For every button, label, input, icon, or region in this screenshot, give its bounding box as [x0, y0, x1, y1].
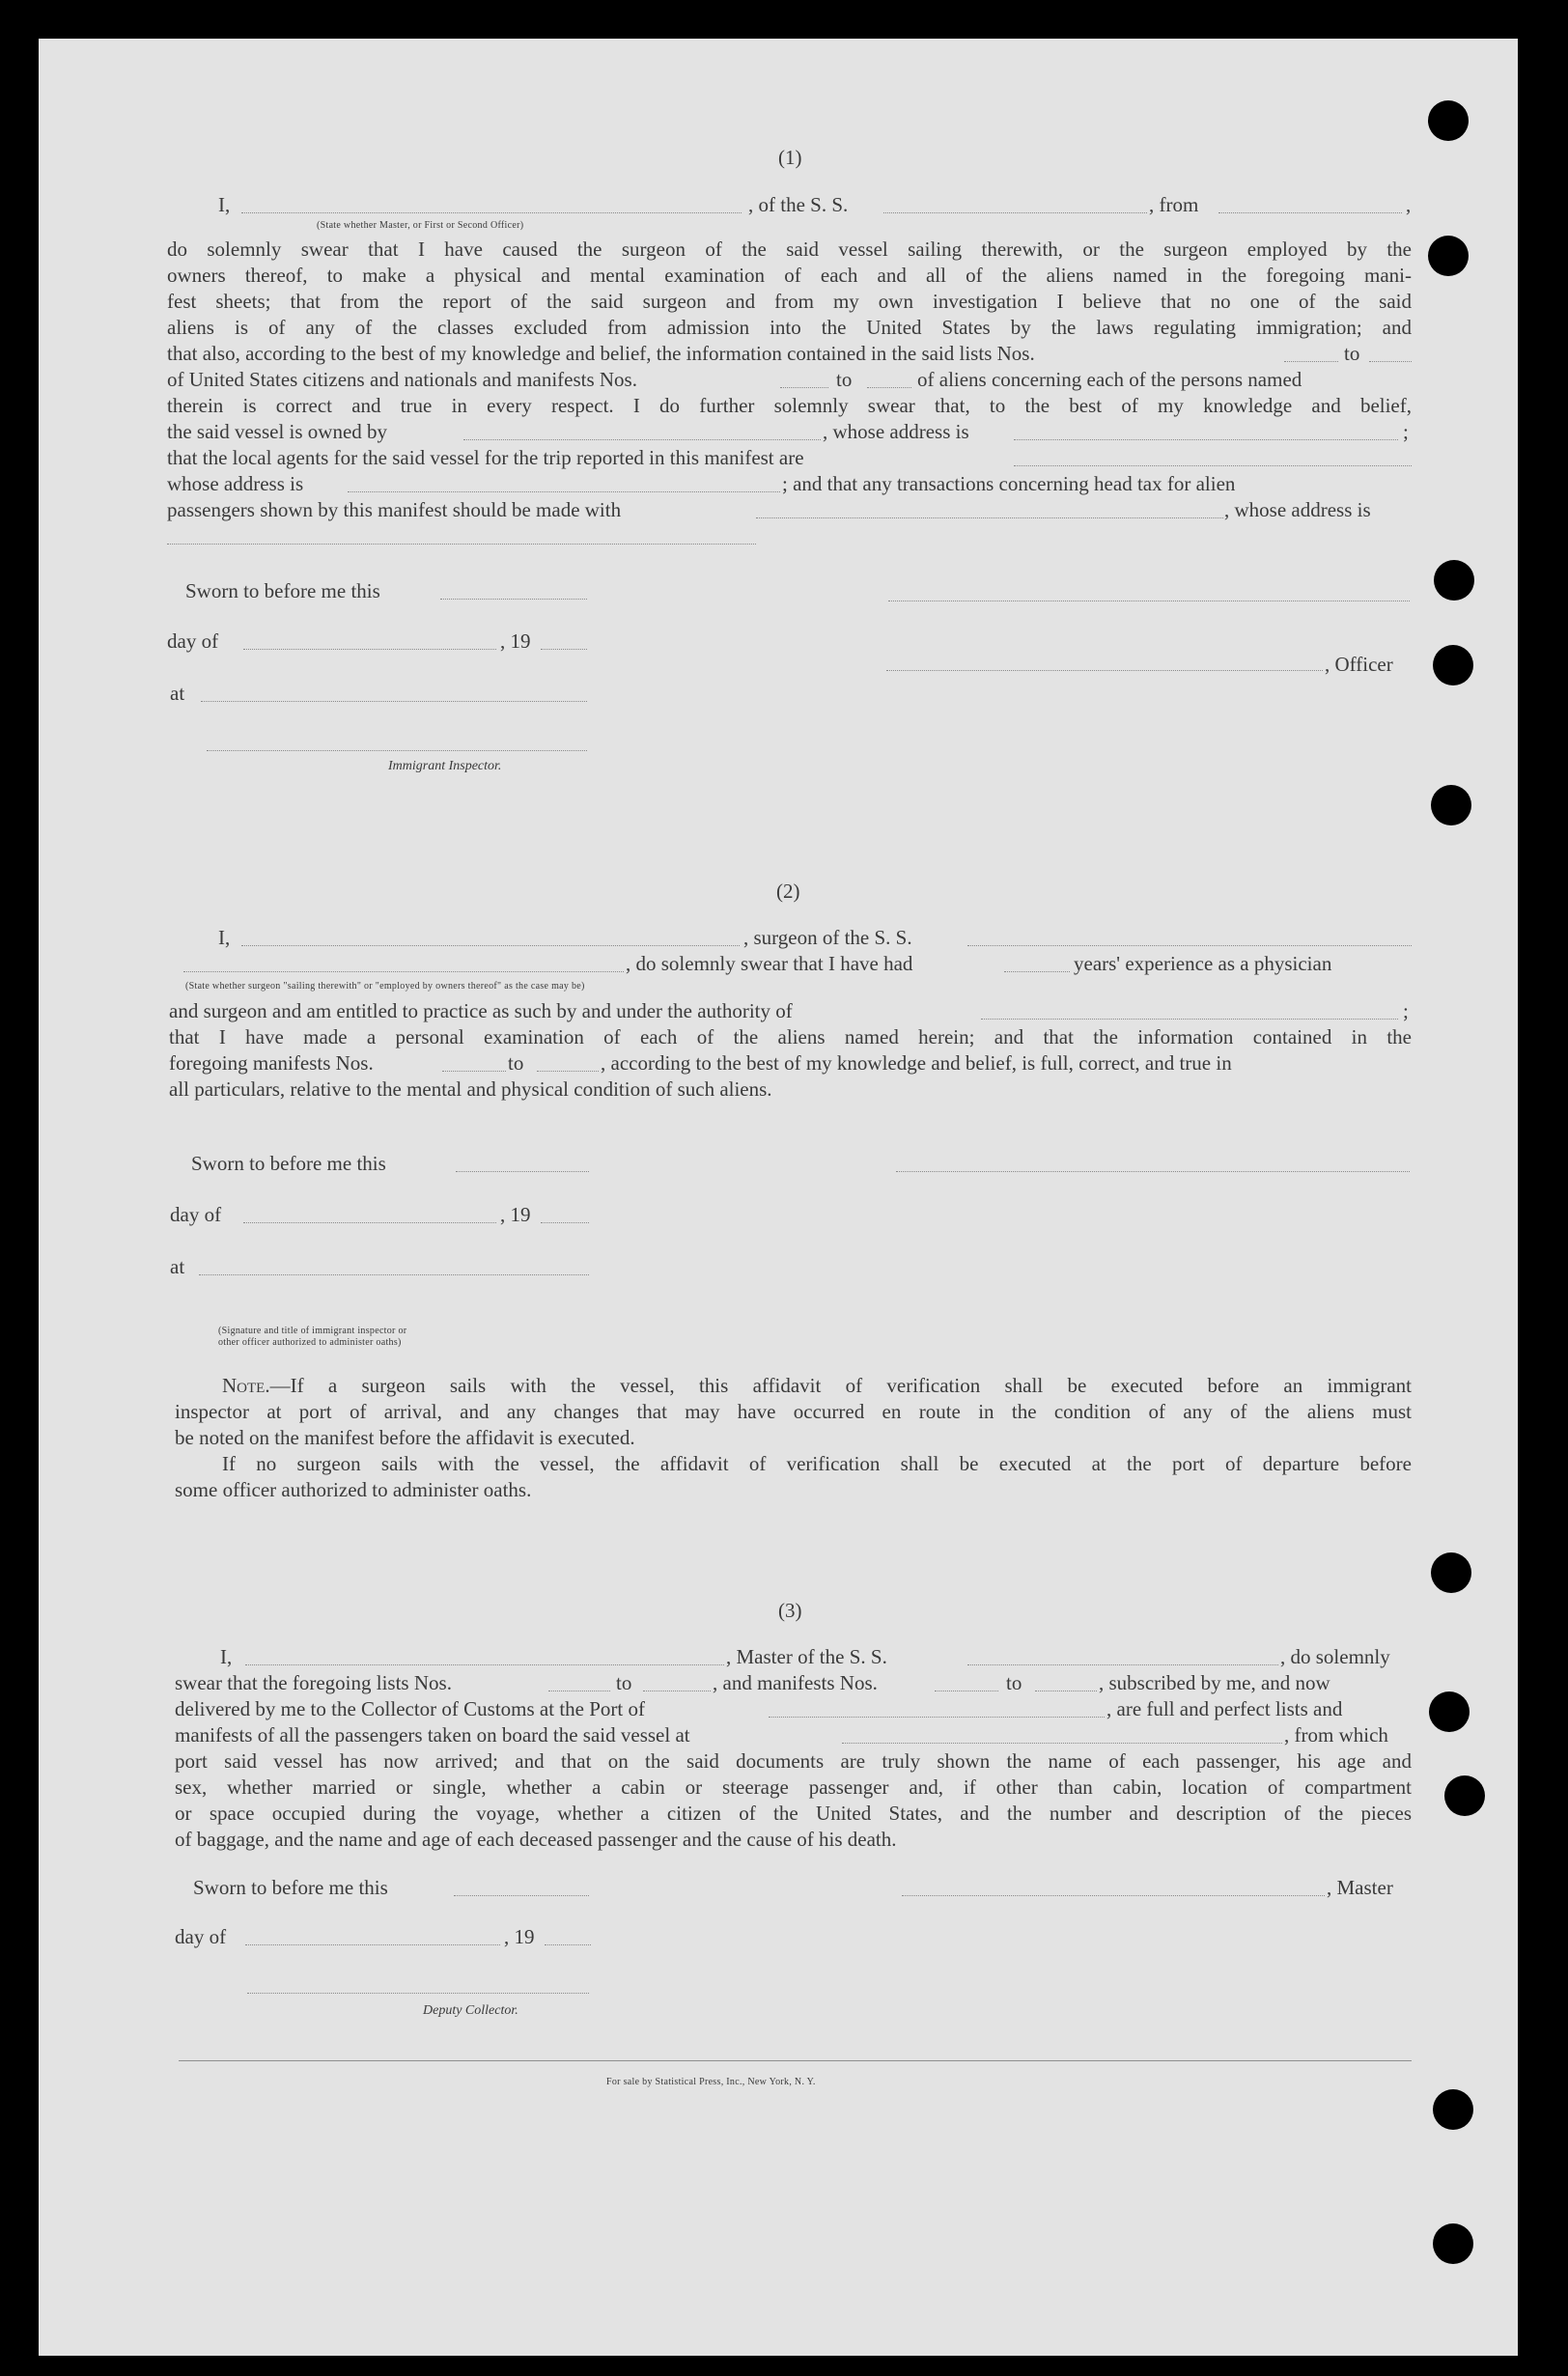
s3-i-word: I,	[220, 1645, 233, 1668]
s2-surgeon-signature-field[interactable]	[896, 1170, 1410, 1172]
s2-manifest-from-field[interactable]	[442, 1070, 506, 1072]
s3-text-line: port said vessel has now arrived; and that on the said documents are truly shown the name of each passenger, his age and	[175, 1749, 1412, 1773]
s1-list-from-field[interactable]	[1284, 360, 1338, 362]
s2-sailing-status-field[interactable]	[183, 970, 624, 972]
s2-year-label: , 19	[500, 1203, 531, 1226]
s1-sworn-label: Sworn to before me this	[185, 579, 380, 602]
s2-sworn-day-field[interactable]	[456, 1170, 589, 1172]
s3-master-name-field[interactable]	[245, 1663, 724, 1665]
s2-day-of-field[interactable]	[243, 1221, 496, 1223]
s3-deputy-label: Deputy Collector.	[423, 2003, 518, 2018]
s3-to-label: to	[616, 1671, 632, 1694]
punch-hole	[1429, 1691, 1470, 1732]
s2-year-field[interactable]	[541, 1221, 589, 1223]
s1-agents-field[interactable]	[1014, 464, 1412, 466]
punch-hole	[1433, 2089, 1473, 2130]
s1-to-label: to	[1344, 342, 1360, 365]
s3-master-signature-field[interactable]	[902, 1894, 1325, 1896]
s1-year-field[interactable]	[541, 648, 587, 650]
s3-sworn-label: Sworn to before me this	[193, 1876, 388, 1899]
s1-officer-name-field[interactable]	[241, 211, 742, 213]
footer-imprint: For sale by Statistical Press, Inc., New York, N. Y.	[606, 2077, 816, 2087]
s1-text-line: therein is correct and true in every respect. I do further solemnly swear that, to the best of my knowledge and belief,	[167, 394, 1412, 417]
s1-agents-address-field[interactable]	[348, 490, 780, 492]
s3-text-line: swear that the foregoing lists Nos.	[175, 1671, 452, 1694]
s2-ship-name-field[interactable]	[967, 944, 1412, 946]
s3-list-to-field[interactable]	[643, 1690, 711, 1691]
s1-headtax-address-field[interactable]	[167, 543, 756, 545]
s3-deputy-signature-field[interactable]	[247, 1992, 589, 1994]
s2-manifest-to-field[interactable]	[537, 1070, 599, 1072]
s3-boarding-port-field[interactable]	[842, 1742, 1282, 1744]
s1-text-line: fest sheets; that from the report of the said surgeon and from my own investigation I believe that no one of the said	[167, 290, 1412, 313]
s2-i-word: I,	[218, 926, 231, 949]
s2-note-line: If no surgeon sails with the vessel, the affidavit of verification shall be executed at the port of departure before	[222, 1452, 1412, 1475]
s1-officer-label: , Officer	[1325, 653, 1393, 676]
s3-text-line: sex, whether married or single, whether a cabin or steerage passenger and, if other than cabin, location of compartment	[175, 1775, 1412, 1799]
s2-note-line	[222, 1374, 1412, 1397]
s1-from-field[interactable]	[1218, 211, 1402, 213]
s2-text-line: foregoing manifests Nos.	[169, 1051, 374, 1075]
s3-list-from-field[interactable]	[548, 1690, 610, 1691]
s2-text-line: , according to the best of my knowledge and belief, is full, correct, and true in	[601, 1051, 1232, 1075]
s1-to-label: to	[836, 368, 853, 391]
s3-text-line: , and manifests Nos.	[713, 1671, 878, 1694]
s3-manifest-to-field[interactable]	[1035, 1690, 1097, 1691]
s3-master-label: , Master	[1327, 1876, 1393, 1899]
s1-owner-address-field[interactable]	[1014, 438, 1398, 440]
s1-text-line: owners thereof, to make a physical and mental examination of each and all of the aliens named in the foregoing mani-	[167, 264, 1412, 287]
s1-text-line: of aliens concerning each of the persons named	[917, 368, 1302, 391]
s2-at-field[interactable]	[199, 1273, 589, 1275]
s2-day-of-label: day of	[170, 1203, 222, 1226]
footer-rule	[179, 2060, 1412, 2061]
s1-manifest-from-field[interactable]	[780, 386, 828, 388]
s2-semicolon: ;	[1403, 999, 1409, 1022]
s1-of-ss-label: , of the S. S.	[748, 193, 849, 216]
s2-sworn-label: Sworn to before me this	[191, 1152, 386, 1175]
s3-year-field[interactable]	[545, 1943, 591, 1945]
punch-hole	[1428, 100, 1469, 141]
s3-sworn-day-field[interactable]	[454, 1894, 589, 1896]
punch-hole	[1433, 645, 1473, 685]
s1-text-line: that the local agents for the said vessel for the trip reported in this manifest are	[167, 446, 804, 469]
s3-day-of-label: day of	[175, 1925, 227, 1948]
punch-hole	[1433, 2223, 1473, 2264]
s1-text-line: aliens is of any of the classes excluded from admission into the United States by the laws regulating immigration; and	[167, 316, 1412, 339]
s1-text-line: of United States citizens and nationals and manifests Nos.	[167, 368, 637, 391]
s1-text-line: whose address is	[167, 472, 304, 495]
s1-officer-signature-field[interactable]	[886, 669, 1323, 671]
punch-hole	[1428, 236, 1469, 276]
s2-status-hint: (State whether surgeon "sailing therewith" or "employed by owners thereof" as the case may be)	[185, 981, 585, 992]
s3-manifest-from-field[interactable]	[935, 1690, 998, 1691]
s2-at-label: at	[170, 1255, 185, 1278]
punch-hole	[1431, 785, 1471, 825]
s3-day-of-field[interactable]	[245, 1943, 500, 1945]
s1-at-field[interactable]	[201, 700, 587, 702]
s3-text-line: manifests of all the passengers taken on board the said vessel at	[175, 1723, 690, 1747]
s2-surgeon-of-label: , surgeon of the S. S.	[743, 926, 912, 949]
s1-text-line: ; and that any transactions concerning head tax for alien	[782, 472, 1236, 495]
section-1-number: (1)	[778, 146, 802, 169]
s2-text-line: and surgeon and am entitled to practice as such by and under the authority of	[169, 999, 793, 1022]
s3-master-of-label: , Master of the S. S.	[726, 1645, 887, 1668]
s1-day-of-label: day of	[167, 629, 219, 653]
s2-note-line: be noted on the manifest before the affidavit is executed.	[175, 1426, 635, 1449]
s1-inspector-label: Immigrant Inspector.	[388, 759, 502, 773]
s2-years-field[interactable]	[1004, 970, 1070, 972]
s1-day-of-field[interactable]	[243, 648, 496, 650]
s2-note-line: inspector at port of arrival, and any changes that may have occurred en route in the condition of any of the aliens must	[175, 1400, 1412, 1423]
s3-text-line: of baggage, and the name and age of each deceased passenger and the cause of his death.	[175, 1828, 897, 1851]
punch-hole	[1444, 1775, 1485, 1816]
s3-year-label: , 19	[504, 1925, 535, 1948]
s1-i-word: I,	[218, 193, 231, 216]
s3-text-line: , subscribed by me, and now	[1099, 1671, 1330, 1694]
s1-headtax-field[interactable]	[756, 517, 1223, 518]
s3-text-line: delivered by me to the Collector of Customs at the Port of	[175, 1697, 645, 1720]
s1-at-label: at	[170, 682, 185, 705]
s1-owner-field[interactable]	[463, 438, 821, 440]
s2-signature-hint: (Signature and title of immigrant inspector or	[218, 1326, 407, 1336]
punch-hole	[1434, 560, 1474, 601]
s3-do-solemnly-label: , do solemnly	[1280, 1645, 1390, 1668]
s2-to-label: to	[508, 1051, 524, 1075]
s1-text-line: the said vessel is owned by	[167, 420, 388, 443]
s2-authority-field[interactable]	[981, 1018, 1398, 1020]
s1-officer-top-field[interactable]	[888, 600, 1410, 601]
s2-text-line: that I have made a personal examination of each of the aliens named herein; and that the information contained in the	[169, 1025, 1412, 1048]
s3-text-line: or space occupied during the voyage, whether a citizen of the United States, and the number and description of the pieces	[175, 1802, 1412, 1825]
s1-from-label: , from	[1149, 193, 1199, 216]
s1-text-line: do solemnly swear that I have caused the surgeon of the said vessel sailing therewith, or the surgeon employed by the	[167, 238, 1412, 261]
s3-ship-name-field[interactable]	[967, 1663, 1278, 1665]
s1-semicolon: ;	[1403, 420, 1409, 443]
s1-role-hint: (State whether Master, or First or Second Officer)	[317, 220, 524, 231]
s1-text-line: , whose address is	[1224, 498, 1371, 521]
punch-hole	[1431, 1552, 1471, 1593]
s1-text-line: passengers shown by this manifest should be made with	[167, 498, 622, 521]
s1-ship-name-field[interactable]	[883, 211, 1147, 213]
s2-note-label: Note.	[222, 1374, 270, 1397]
s2-note-line: some officer authorized to administer oaths.	[175, 1478, 532, 1501]
s3-text-line: , from which	[1284, 1723, 1388, 1747]
s2-surgeon-name-field[interactable]	[241, 944, 740, 946]
s1-list-to-field[interactable]	[1369, 360, 1412, 362]
section-2-number: (2)	[776, 880, 800, 903]
s2-text-line: all particulars, relative to the mental and physical condition of such aliens.	[169, 1077, 772, 1101]
s1-inspector-signature-field[interactable]	[207, 749, 587, 751]
s3-port-field[interactable]	[769, 1716, 1105, 1718]
s1-sworn-day-field[interactable]	[440, 598, 587, 600]
s1-text-line: , whose address is	[823, 420, 969, 443]
section-3-number: (3)	[778, 1599, 802, 1622]
s2-do-swear-label: , do solemnly swear that I have had	[626, 952, 913, 975]
s2-signature-hint: other officer authorized to administer oaths)	[218, 1337, 402, 1348]
s2-years-label: years' experience as a physician	[1074, 952, 1332, 975]
s1-year-label: , 19	[500, 629, 531, 653]
s1-comma: ,	[1406, 193, 1412, 216]
s1-text-line: that also, according to the best of my knowledge and belief, the information contained in the said lists Nos.	[167, 342, 1035, 365]
s1-manifest-to-field[interactable]	[867, 386, 911, 388]
s3-text-line: , are full and perfect lists and	[1106, 1697, 1343, 1720]
s3-to-label: to	[1006, 1671, 1022, 1694]
s2-note-text: —If a surgeon sails with the vessel, this affidavit of verification shall be executed before an immigrant	[269, 1374, 1412, 1397]
